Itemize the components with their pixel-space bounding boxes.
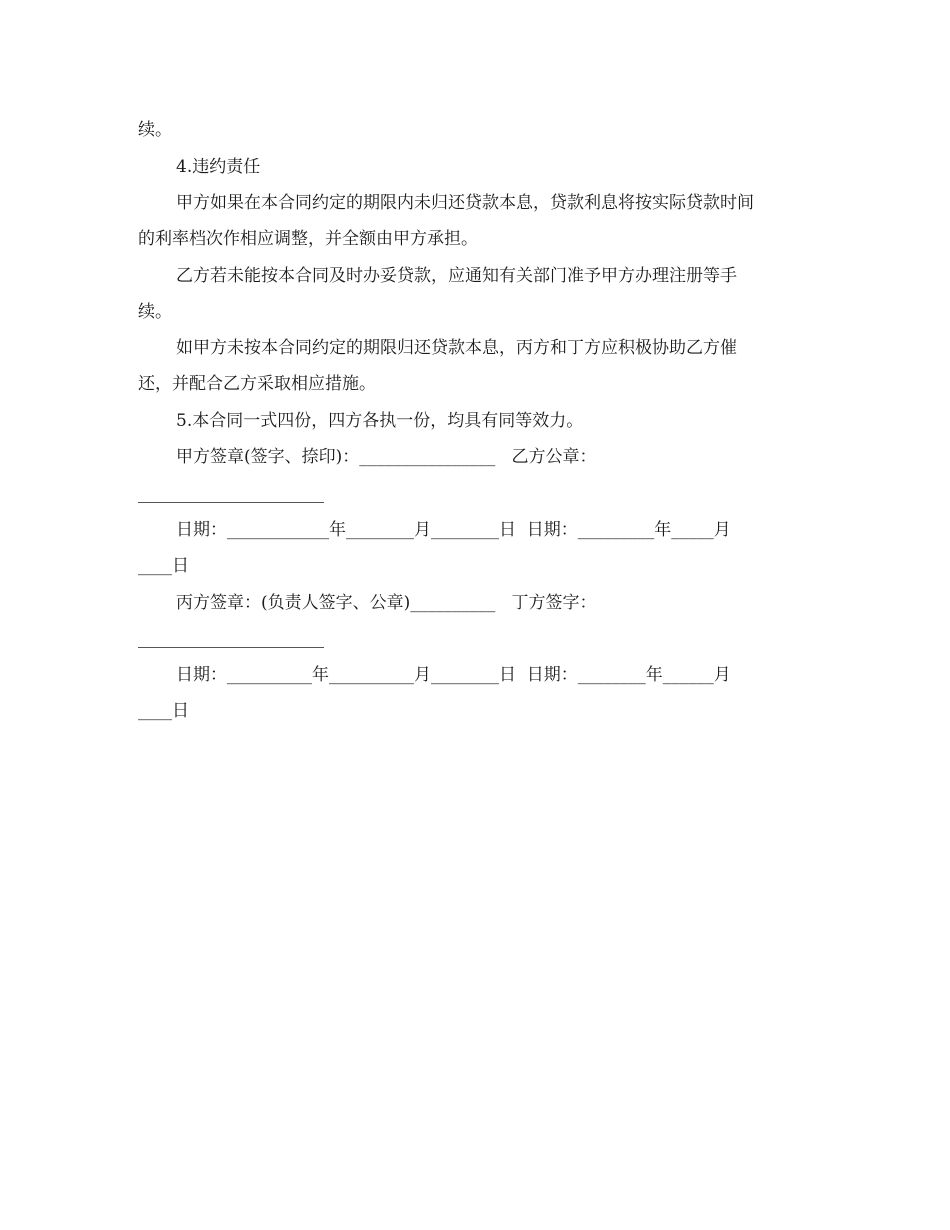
date-line: 日期：__________年__________月________日 日期：________年______月: [176, 665, 731, 685]
signature-line-party-a-b: 甲方签章(签字、捺印)：________________ 乙方公章：: [176, 447, 597, 467]
signature-line-party-c-d: 丙方签章：(负责人签字、公章)__________ 丁方签字：: [176, 593, 597, 613]
section-heading: 5.本合同一式四份，四方各执一份，均具有同等效力。: [176, 411, 584, 431]
text-line: 还，并配合乙方采取相应措施。: [138, 374, 376, 394]
signature-blank-line: [138, 502, 324, 503]
date-line-continued: ____日: [138, 701, 189, 721]
date-line-continued: ____日: [138, 556, 189, 576]
text-line: 乙方若未能按本合同及时办妥贷款，应通知有关部门准予甲方办理注册等手: [176, 266, 737, 286]
text-line: 甲方如果在本合同约定的期限内未归还贷款本息，贷款利息将按实际贷款时间: [176, 193, 754, 213]
text-line: 如甲方未按本合同约定的期限归还贷款本息，丙方和丁方应积极协助乙方催: [176, 338, 737, 358]
text-line: 的利率档次作相应调整，并全额由甲方承担。: [138, 229, 478, 249]
text-line: 续。: [138, 120, 172, 140]
section-heading: 4.违约责任: [176, 157, 261, 177]
date-line: 日期：____________年________月________日 日期：_________年_____月: [176, 520, 731, 540]
text-line: 续。: [138, 302, 172, 322]
signature-blank-line: [138, 647, 324, 648]
